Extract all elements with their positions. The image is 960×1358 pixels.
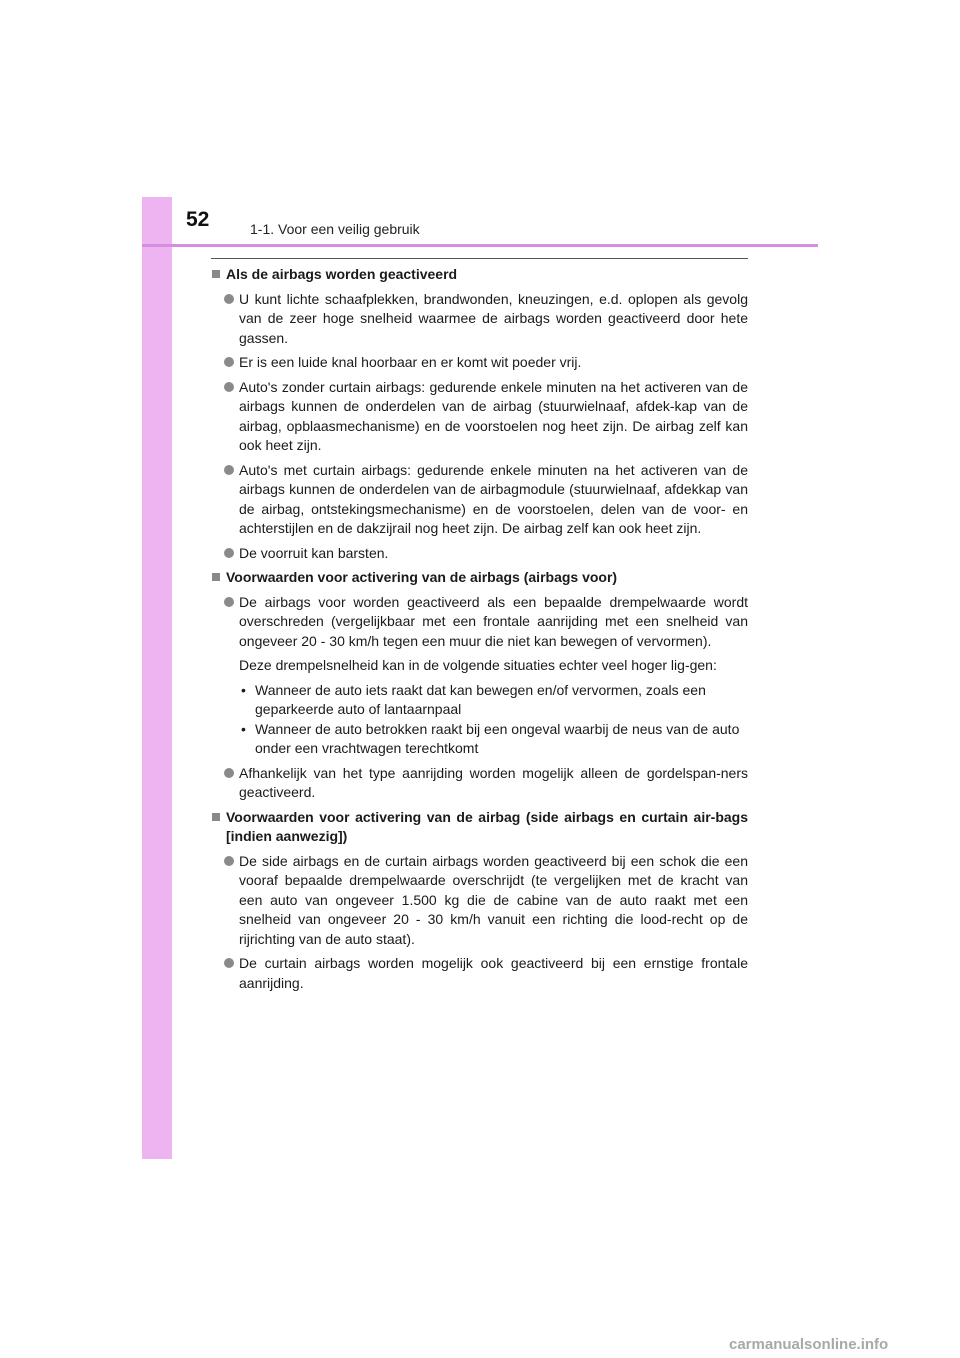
page-number: 52 — [186, 208, 210, 231]
round-bullet-icon — [224, 465, 234, 475]
section-title: 1-1. Voor een veilig gebruik — [250, 221, 420, 237]
round-bullet-icon — [224, 382, 234, 392]
list-item-text: Er is een luide knal hoorbaar en er komt wit poeder vrij. — [239, 354, 582, 370]
content-body — [211, 265, 748, 998]
page-header — [142, 197, 818, 245]
square-bullet-icon — [212, 813, 220, 821]
round-bullet-icon — [224, 294, 234, 304]
sub-bullet-marker: • — [241, 720, 246, 737]
list-item-text: Auto's zonder curtain airbags: gedurende enkele minuten na het activeren van de airbags kunnen de onderdelen van de airbag (stuurwielnaaf, afdek-kap van de airbag, opblaasmechanisme) en de voorstoelen nog heet zijn. De airbag zelf kan ook heet zijn. — [239, 378, 748, 453]
list-item — [224, 461, 748, 539]
sub-list-item — [241, 720, 748, 759]
list-item — [224, 764, 748, 803]
content-divider — [211, 258, 748, 259]
section-heading-front-airbags — [211, 568, 748, 588]
list-item-text: De airbags voor worden geactiveerd als een bepaalde drempelwaarde wordt overschreden (vergelijkbaar met een frontale aanrijding met een snelheid van ongeveer 20 - 30 km/h tegen een muur die niet kan bewegen of vervormen). — [239, 593, 748, 649]
watermark-link[interactable]: carmanualsonline.info — [729, 1336, 889, 1353]
header-sidebar-segment — [142, 197, 172, 245]
square-bullet-icon — [212, 270, 220, 278]
list-item-text: Auto's met curtain airbags: gedurende enkele minuten na het activeren van de airbags kunnen de onderdelen van de airbagmodule (stuurwielnaaf, afdekkap van de airbag, ontstekingsmechanisme) en de voorstoelen, delen van de voor- en achterstijlen en de dakzijrail nog heet zijn. De airbag zelf kan ook heet zijn. — [239, 461, 748, 536]
round-bullet-icon — [224, 768, 234, 778]
square-bullet-icon — [212, 573, 220, 581]
round-bullet-icon — [224, 357, 234, 367]
list-item-text: Afhankelijk van het type aanrijding worden mogelijk alleen de gordelspan-ners geactiveerd. — [239, 764, 748, 800]
list-item-text: De curtain airbags worden mogelijk ook geactiveerd bij een ernstige frontale aanrijding. — [239, 955, 748, 991]
list-item — [224, 954, 748, 993]
heading-text: Voorwaarden voor activering van de airbags (airbags voor) — [226, 569, 618, 585]
heading-text: Voorwaarden voor activering van de airbag (side airbags en curtain air-bags [indien aanwezig]) — [226, 808, 748, 844]
heading-text: Als de airbags worden geactiveerd — [226, 266, 458, 282]
paragraph: Deze drempelsnelheid kan in de volgende situaties echter veel hoger lig-gen: — [239, 657, 717, 673]
sub-list-item — [241, 681, 748, 720]
list-item-text: U kunt lichte schaafplekken, brandwonden, kneuzingen, e.d. oplopen als gevolg van de zeer hoge snelheid waarmee de airbags worden geactiveerd door hete gassen. — [239, 290, 748, 346]
list-item — [224, 852, 748, 950]
header-rule — [142, 244, 818, 247]
sub-list-item-text: Wanneer de auto iets raakt dat kan bewegen en/of vervormen, zoals een geparkeerde auto of lantaarnpaal — [255, 681, 706, 717]
section-heading-activated — [211, 265, 748, 285]
sub-bullet-marker: • — [241, 681, 246, 698]
list-item — [224, 290, 748, 349]
round-bullet-icon — [224, 958, 234, 968]
round-bullet-icon — [224, 548, 234, 558]
section-heading-side-curtain-airbags — [211, 808, 748, 847]
list-item-text: De voorruit kan barsten. — [239, 544, 389, 561]
list-item — [224, 544, 748, 564]
list-item — [224, 353, 748, 373]
sub-list-item-text: Wanneer de auto betrokken raakt bij een ongeval waarbij de neus van de auto onder een vrachtwagen terechtkomt — [255, 720, 740, 756]
list-item — [224, 593, 748, 652]
list-item-text: De side airbags en de curtain airbags worden geactiveerd bij een schok die een vooraf bepaalde drempelwaarde overschrijdt (te vergelijken met de kracht van een auto van ongeveer 1.500 kg die de cabine van de auto raakt met een snelheid van ongeveer 20 - 30 km/h vanuit een richting die lood-recht op de rijrichting van de auto staat). — [239, 852, 748, 947]
list-item — [224, 378, 748, 456]
round-bullet-icon — [224, 597, 234, 607]
chapter-sidebar-band — [142, 197, 172, 1159]
round-bullet-icon — [224, 856, 234, 866]
